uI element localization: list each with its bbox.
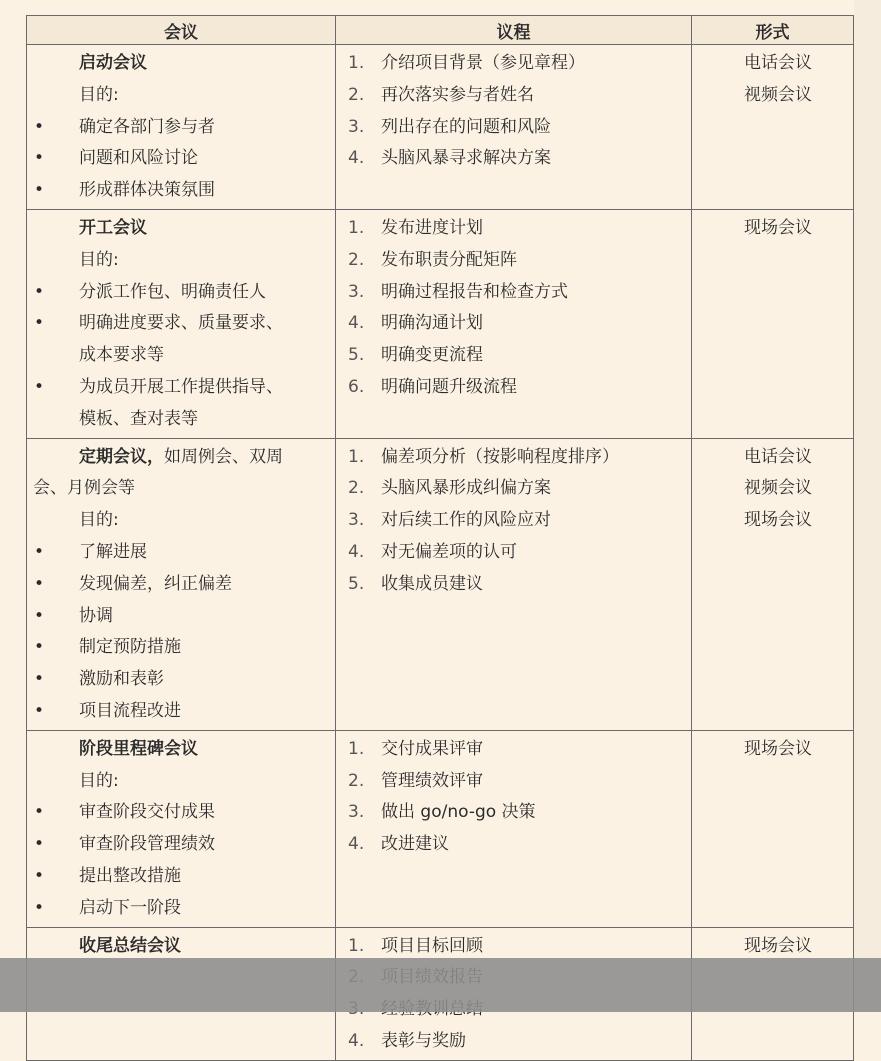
bullet-dot: • [34, 541, 45, 562]
header-format: 形式 [692, 16, 854, 45]
meeting-cell [27, 438, 336, 730]
meeting-title [27, 442, 335, 474]
agenda-number: 1. [348, 935, 365, 956]
table-row [27, 209, 854, 438]
meeting-table [26, 15, 854, 1061]
meeting-cell [27, 730, 336, 927]
purpose-bullet [27, 664, 335, 696]
purpose-bullet [27, 372, 335, 404]
agenda-cell [336, 730, 692, 927]
agenda-item [336, 734, 691, 766]
agenda-number: 3. [348, 116, 365, 137]
purpose-bullet [27, 308, 335, 340]
header-agenda: 议程 [336, 16, 692, 45]
agenda-item [336, 766, 691, 798]
agenda-number: 1. [348, 53, 365, 73]
bullet-dot: • [34, 637, 45, 658]
purpose-bullet-cont: 模板、查对表等 [79, 408, 198, 429]
item-text: 确定各部门参与者 [79, 116, 215, 137]
meeting-title: 开工会议 [79, 217, 147, 238]
agenda-number: 4. [348, 148, 365, 169]
item-text: 明确沟通计划 [381, 313, 483, 334]
item-text: 发布职责分配矩阵 [381, 249, 517, 270]
item-text: 提出整改措施 [79, 865, 181, 886]
purpose-bullet [27, 143, 335, 175]
agenda-item [336, 80, 691, 112]
item-text: 再次落实参与者姓名 [381, 84, 534, 105]
item-text: 激励和表彰 [79, 669, 164, 690]
item-text: 制定预防措施 [79, 637, 181, 658]
purpose-bullet [27, 893, 335, 925]
bullet-dot: • [34, 897, 45, 918]
item-text: 做出 go/no-go 决策 [381, 802, 536, 823]
bullet-dot: • [34, 116, 45, 137]
agenda-number: 2. [348, 478, 365, 499]
purpose-bullet [27, 797, 335, 829]
bullet-dot: • [34, 700, 45, 721]
item-text: 审查阶段管理绩效 [79, 834, 215, 855]
meeting-title: 收尾总结会议 [79, 935, 181, 956]
agenda-number: 4. [348, 834, 365, 855]
bullet-dot: • [34, 376, 45, 397]
agenda-number: 4. [348, 313, 365, 334]
item-text: 交付成果评审 [381, 738, 483, 759]
format-item: 现场会议 [744, 217, 812, 238]
item-text: 协调 [79, 605, 113, 626]
item-text: 分派工作包、明确责任人 [79, 281, 266, 302]
purpose-bullet [27, 537, 335, 569]
header-row [27, 16, 854, 45]
purpose-bullet [27, 112, 335, 144]
item-text: 发现偏差，纠正偏差 [79, 573, 232, 594]
agenda-item [336, 569, 691, 601]
agenda-item [336, 308, 691, 340]
purpose-bullet [27, 175, 335, 207]
table-row [27, 438, 854, 730]
purpose-bullet [27, 696, 335, 728]
agenda-item [336, 442, 691, 474]
agenda-number: 1. [348, 446, 365, 467]
bullet-dot: • [34, 834, 45, 855]
item-text: 介绍项目背景（参见章程） [381, 53, 585, 73]
agenda-item [336, 829, 691, 861]
bullet-dot: • [34, 865, 45, 886]
bullet-dot: • [34, 313, 45, 334]
purpose-label: 目的: [79, 510, 119, 531]
purpose-label: 目的: [79, 770, 119, 791]
format-item: 现场会议 [744, 510, 812, 531]
format-cell [692, 730, 854, 927]
meeting-title: 阶段里程碑会议 [79, 738, 198, 759]
item-text: 改进建议 [381, 834, 449, 855]
table-row [27, 730, 854, 927]
agenda-item [336, 473, 691, 505]
meeting-title-cont: 会、月例会等 [33, 478, 135, 499]
bullet-dot: • [34, 180, 45, 201]
item-text: 明确进度要求、质量要求、 [79, 313, 283, 334]
agenda-number: 5. [348, 345, 365, 366]
purpose-bullet [27, 861, 335, 893]
agenda-item [336, 537, 691, 569]
agenda-number: 6. [348, 376, 365, 397]
bullet-dot: • [34, 669, 45, 690]
item-text: 明确过程报告和检查方式 [381, 281, 568, 302]
agenda-number: 2. [348, 770, 365, 791]
purpose-bullet [27, 632, 335, 664]
item-text: 为成员开展工作提供指导、 [79, 376, 283, 397]
bullet-dot: • [34, 605, 45, 626]
format-item: 视频会议 [744, 478, 812, 499]
format-item: 现场会议 [744, 738, 812, 759]
format-cell [692, 45, 854, 210]
purpose-label: 目的: [79, 249, 119, 270]
item-text: 表彰与奖励 [381, 1030, 466, 1051]
agenda-number: 2. [348, 249, 365, 270]
item-text: 发布进度计划 [381, 217, 483, 238]
agenda-number: 3. [348, 281, 365, 302]
item-text: 对后续工作的风险应对 [381, 510, 551, 531]
agenda-cell [336, 209, 692, 438]
agenda-cell [336, 45, 692, 210]
header-meeting: 会议 [27, 16, 336, 45]
item-text: 审查阶段交付成果 [79, 802, 215, 823]
bullet-dot: • [34, 573, 45, 594]
agenda-item [336, 143, 691, 175]
agenda-item [336, 277, 691, 309]
item-text: 形成群体决策氛围 [79, 180, 215, 201]
format-item: 电话会议 [744, 53, 812, 73]
item-text: 列出存在的问题和风险 [381, 116, 551, 137]
agenda-number: 1. [348, 217, 365, 238]
table-row [27, 45, 854, 210]
video-control-bar [0, 958, 881, 1012]
agenda-number: 3. [348, 510, 365, 531]
format-item: 电话会议 [744, 446, 812, 467]
format-cell [692, 209, 854, 438]
meeting-cell [27, 45, 336, 210]
item-text: 项目流程改进 [79, 700, 181, 721]
agenda-item [336, 213, 691, 245]
format-cell [692, 438, 854, 730]
bullet-dot: • [34, 802, 45, 823]
agenda-number: 2. [348, 84, 365, 105]
purpose-label: 目的: [79, 84, 119, 105]
agenda-number: 4. [348, 541, 365, 562]
item-text: 偏差项分析（按影响程度排序） [381, 446, 619, 467]
agenda-number: 5. [348, 573, 365, 594]
item-text: 管理绩效评审 [381, 770, 483, 791]
agenda-item [336, 340, 691, 372]
agenda-item [336, 48, 691, 80]
purpose-bullet-cont: 成本要求等 [79, 345, 164, 366]
item-text: 启动下一阶段 [79, 897, 181, 918]
agenda-number: 1. [348, 738, 365, 759]
meeting-title: 启动会议 [79, 53, 147, 73]
right-edge-strip [854, 0, 881, 1012]
bullet-dot: • [34, 148, 45, 169]
agenda-item [336, 797, 691, 829]
bullet-dot: • [34, 281, 45, 302]
agenda-item [336, 112, 691, 144]
agenda-item [336, 372, 691, 404]
item-text: 头脑风暴形成纠偏方案 [381, 478, 551, 499]
item-text: 明确问题升级流程 [381, 376, 517, 397]
agenda-item [336, 505, 691, 537]
item-text: 问题和风险讨论 [79, 148, 198, 169]
agenda-number: 4. [348, 1030, 365, 1051]
agenda-item [336, 1026, 691, 1058]
item-text: 明确变更流程 [381, 345, 483, 366]
format-item: 现场会议 [744, 935, 812, 956]
item-text: 项目目标回顾 [381, 935, 483, 956]
purpose-bullet [27, 829, 335, 861]
agenda-cell [336, 438, 692, 730]
format-item: 视频会议 [744, 84, 812, 105]
item-text: 收集成员建议 [381, 573, 483, 594]
agenda-item [336, 245, 691, 277]
item-text: 如周例会、双周 [164, 446, 283, 467]
item-text: 定期会议， [79, 446, 164, 467]
purpose-bullet [27, 277, 335, 309]
item-text: 头脑风暴寻求解决方案 [381, 148, 551, 169]
item-text: 对无偏差项的认可 [381, 541, 517, 562]
item-text: 了解进展 [79, 541, 147, 562]
meeting-cell [27, 209, 336, 438]
purpose-bullet [27, 569, 335, 601]
purpose-bullet [27, 601, 335, 633]
agenda-number: 3. [348, 802, 365, 823]
